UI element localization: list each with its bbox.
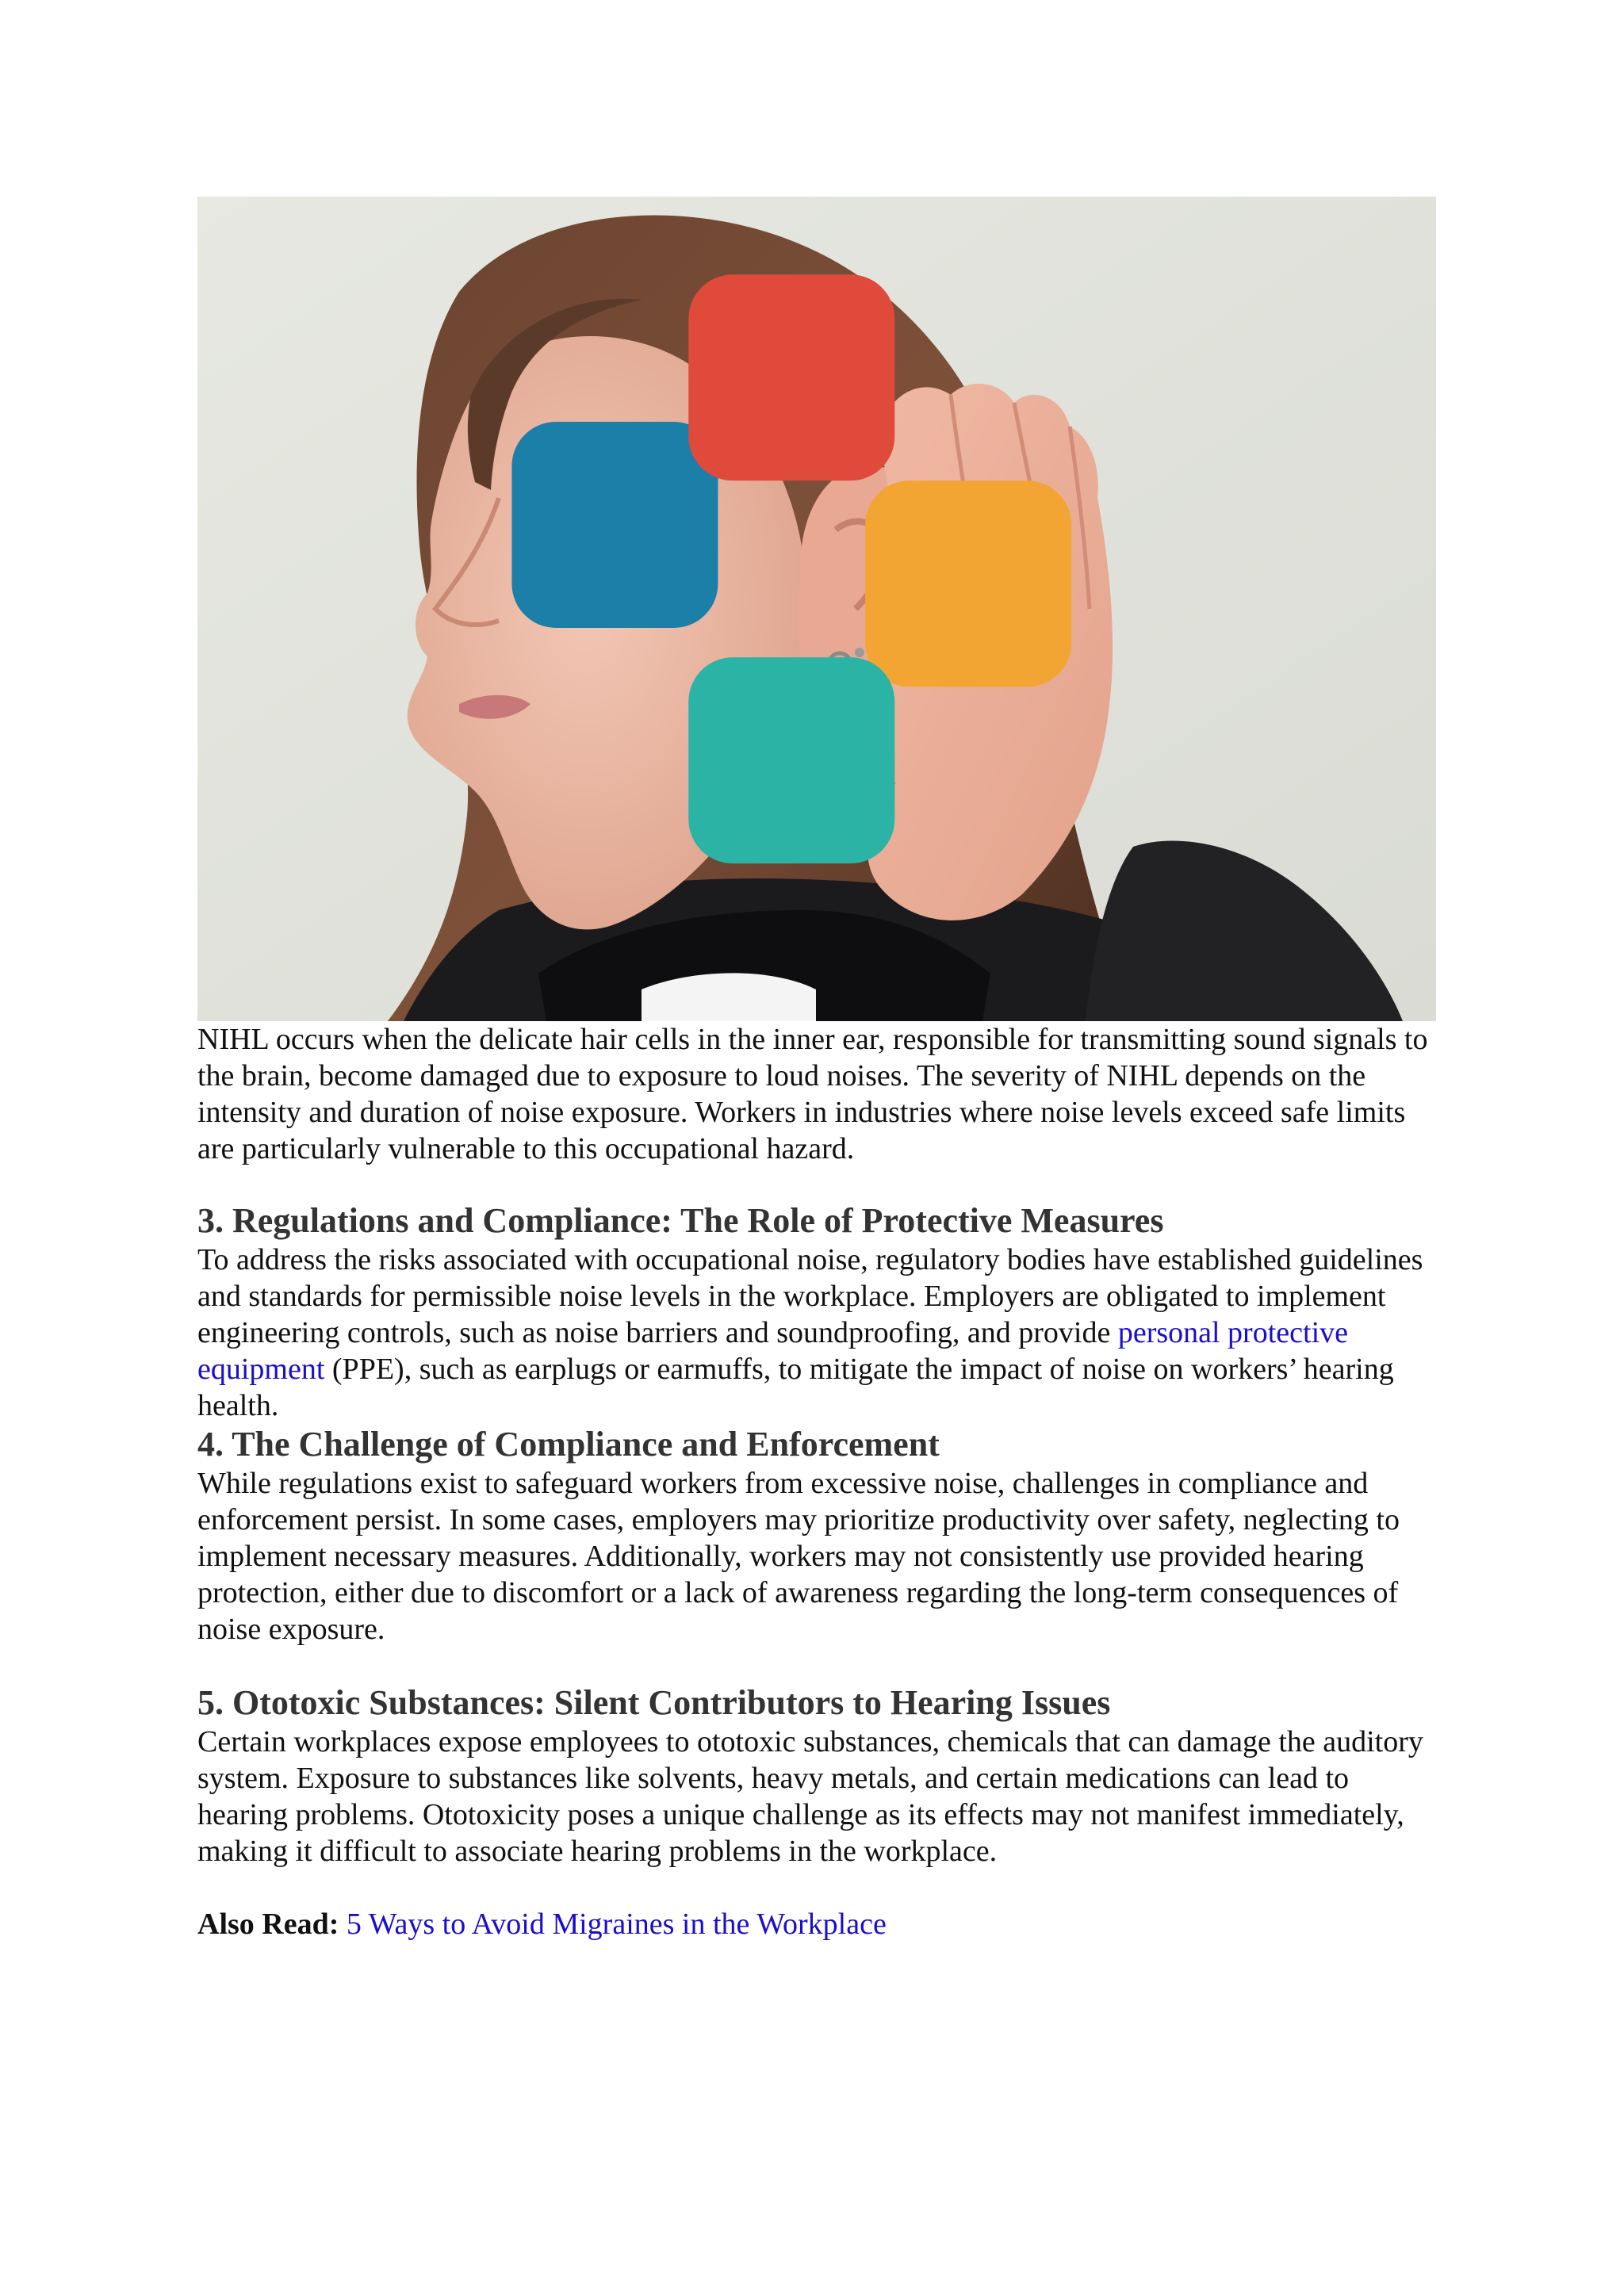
paragraph-regulations [197,1242,1436,1424]
paragraph-nihl: NIHL occurs when the delicate hair cells in the inner ear, responsible for transmitting sound signals to the brain, become damaged due to exposure to loud noises. The severity of NIHL depends on the intensity and duration of noise exposure. Workers in industries where noise levels exceed safe limits are particularly vulnerable to this occupational hazard. [197,1023,1428,1165]
brand-logo-icon [216,216,1436,1021]
paragraph-ototoxic: Certain workplaces expose employees to ototoxic substances, chemicals that can damage the auditory system. Exposure to substances like solvents, heavy metals, and certain medications can lead to hearing problems. Ototoxicity poses a unique challenge as its effects may not manifest immediately, making it difficult to associate hearing problems in the workplace. [197,1725,1423,1868]
also-read-label: Also Read: [197,1908,339,1941]
also-read [197,1906,1436,1942]
paragraph-regulations-text-1: To address the risks associated with occupational noise, regulatory bodies have established guidelines and standards for permissible noise levels in the workplace. Employers are obligated to implement engineering controls, such as noise barriers and soundproofing, and provide [197,1243,1423,1349]
article-content [197,197,1436,1973]
heading-compliance: 4. The Challenge of Compliance and Enforcement [197,1425,940,1464]
heading-regulations: 3. Regulations and Compliance: The Role of Protective Measures [197,1201,1164,1240]
paragraph-regulations-text-2: (PPE), such as earplugs or earmuffs, to mitigate the impact of noise on workers’ hearing health. [197,1353,1394,1422]
paragraph-compliance: While regulations exist to safeguard workers from excessive noise, challenges in compliance and enforcement persist. In some cases, employers may prioritize productivity over safety, neglecting to implement necessary measures. Additionally, workers may not consistently use provided hearing protection, either due to discomfort or a lack of awareness regarding the long-term consequences of noise exposure. [197,1467,1400,1646]
also-read-link[interactable]: 5 Ways to Avoid Migraines in the Workplace [346,1908,887,1941]
ppe-link[interactable]: personal protective equipment [197,1316,1348,1386]
heading-ototoxic: 5. Ototoxic Substances: Silent Contributors to Hearing Issues [197,1683,1111,1722]
hero-image [197,197,1436,1021]
